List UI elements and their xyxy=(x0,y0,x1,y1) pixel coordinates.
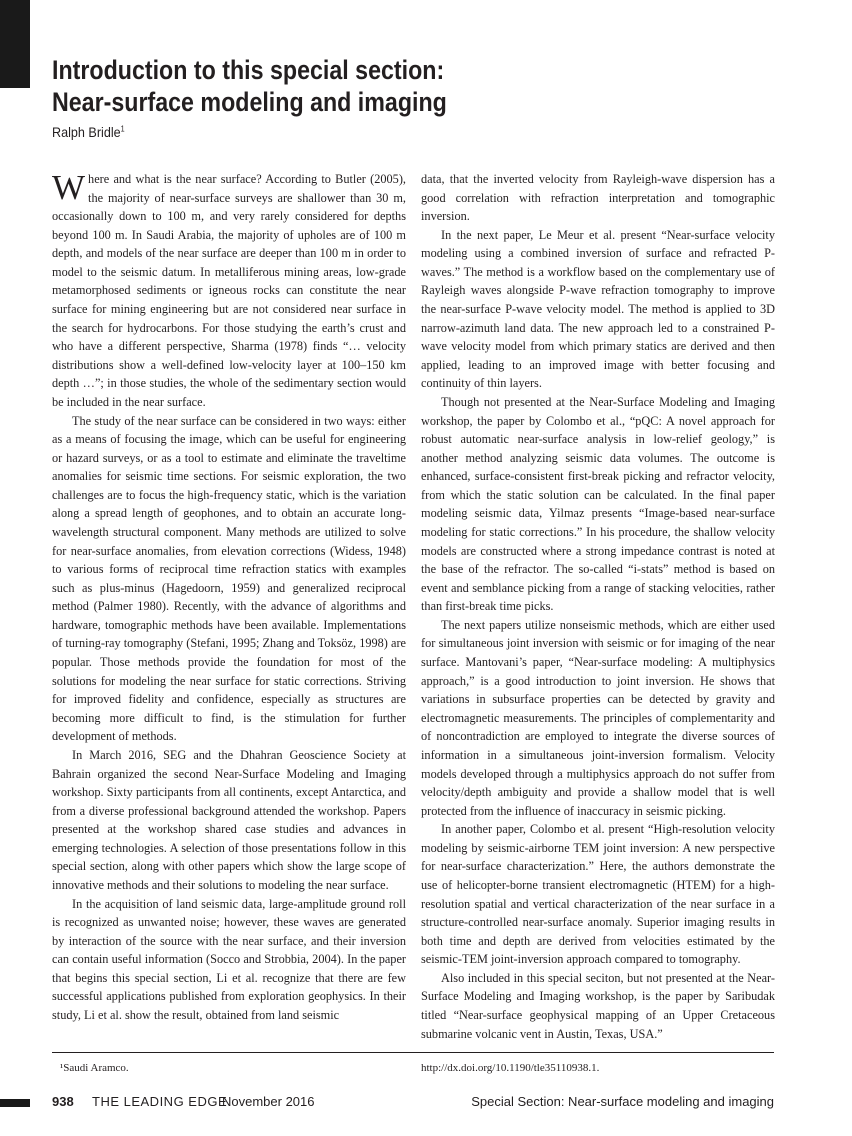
paragraph xyxy=(52,170,406,412)
page-footer xyxy=(0,1094,852,1114)
footer-bar xyxy=(0,1099,30,1107)
right-column xyxy=(421,170,775,1043)
article-title xyxy=(52,54,671,118)
author-footnote-marker: 1 xyxy=(120,124,125,134)
author-line xyxy=(52,124,125,140)
paragraph: The next papers utilize nonseismic methods, which are either used for simultaneous joint inversion with seismic or for imaging of the near surface. Mantovani’s paper, “Near-surface modeling: A multiphysics approach,” is a good introduction to joint inversion. He shows that variations in subsurface properties can be detected by gravity and electromagnetic measurements. The principles of complementarity and of noncontradiction are employed to integrate the diverse sources of information in a simultaneous joint-inversion formalism. Velocity models developed through a multiphysics approach do not suffer from velocity/depth ambiguity and provide a shallow model that is well protected from the influence of inaccuracy in seismic picking. xyxy=(421,617,775,818)
paragraph: data, that the inverted velocity from Rayleigh-wave dispersion has a good correlation with refraction interpretation and tomographic inversion. xyxy=(421,172,775,224)
footnote-divider xyxy=(52,1052,774,1053)
paragraph: In the next paper, Le Meur et al. present “Near-surface velocity modeling using a combined inversion of surface and refracted P-waves.” The method is a workflow based on the complementary use of Rayleigh waves alongside P-wave refraction tomography to improve the near-surface P-wave velocity model. The method is applied to 3D narrow-azimuth land data. The new approach led to a constrained P-wave velocity model from which primary statics are derived and then applied, leading to an improved image with better focusing and continuity of thin layers. xyxy=(421,227,775,391)
paragraph: In another paper, Colombo et al. present “High-resolution velocity modeling by seismic-airborne TEM joint inversion: A new perspective for near-surface characterization.” Here, the authors demonstrate the use of helicopter-borne transient electromagnetic (HTEM) for a high-resolution spatial and vertical characterization of the near surface in a structure-controlled near-surface anomaly. Superior imaging results in both time and depth are derived from velocities estimated by the seismic-TEM joint-inversion approach compared to tomography. xyxy=(421,822,775,967)
decorative-side-bar xyxy=(0,0,30,88)
doi-link[interactable]: http://dx.doi.org/10.1190/tle35110938.1. xyxy=(421,1062,600,1074)
paragraph: In the acquisition of land seismic data, large-amplitude ground roll is recognized as unwanted noise; however, these waves are generated by interaction of the source with the near surface, and their inversion can contain useful information (Socco and Strobbia, 2004). In the paper that begins this special section, Li et al. recognize that there are few successful applications published from exploration geophysics. In their study, Li et al. show the result, obtained from land seismic xyxy=(52,896,406,1023)
journal-name: THE LEADING EDGE xyxy=(92,1094,228,1109)
footnote-affiliation: ¹Saudi Aramco. xyxy=(60,1062,129,1074)
title-line-1: Introduction to this special section: xyxy=(52,55,445,85)
paragraph: Also included in this special seciton, but not presented at the Near-Surface Modeling and Imaging workshop, is the paper by Saribudak titled “Near-surface geophysical mapping of an Upper Cretaceous submarine volcanic vent in Austin, Texas, USA.” xyxy=(421,970,775,1041)
issue-date: November 2016 xyxy=(222,1094,315,1109)
left-column xyxy=(52,170,406,1025)
section-name: Special Section: Near-surface modeling and imaging xyxy=(471,1094,774,1109)
page-number: 938 xyxy=(52,1094,74,1109)
paragraph-text: here and what is the near surface? According to Butler (2005), the majority of near-surface surveys are shallower than 30 m, occasionally down to 100 m, and very rarely considered for depths beyond 100 m. In Saudi Arabia, the majority of upholes are of 100 m depth, and models of the near surface are deeper than 100 m in order to model to the seismic datum. In metalliferous mining areas, low-grade metamorphosed sediments or igneous rocks can constitute the near surface for mining engineering but are not considered near surface in the search for hydrocarbons. For those studying the earth’s crust and who have a different perspective, Sharma (1978) finds “… velocity distributions show a well-defined low-velocity layer at 100–150 km depth …”; in those studies, the whole of the sedimentary section would be included in the near surface. xyxy=(52,172,406,409)
title-line-2: Near-surface modeling and imaging xyxy=(52,87,447,117)
drop-cap: W xyxy=(52,168,86,207)
author-name: Ralph Bridle xyxy=(52,124,121,140)
paragraph: The study of the near surface can be considered in two ways: either as a means of focusing the image, which can be useful for engineering or hazard surveys, or as a tool to estimate and eliminate the traveltime anomalies for seismic time sections. For seismic exploration, the two challenges are to focus the high-frequency static, which is the variation along a spread length of geophones, and to obtain an accurate long-wavelength structural component. Many methods are utilized to solve for near-surface anomalies, from elevation corrections (Widess, 1948) to various forms of reciprocal time refraction statics with examples such as plus-minus (Hagedoorn, 1959) and generalized reciprocal method (Palmer 1980). Recently, with the advance of algorithms and hardware, tomographic methods have been available. Implementations of turning-ray tomography (Stefani, 1995; Zhang and Toksöz, 1998) are popular. Those methods provide the foundation for most of the solutions for modeling the near surface for static corrections. Striving for improved fidelity and confidence, especially as structures are becoming more difficult to find, is the stimulation for further development of methods. xyxy=(52,413,406,744)
paragraph: Though not presented at the Near-Surface Modeling and Imaging workshop, the paper by Colombo et al., “pQC: A novel approach for robust automatic near-surface analysis in low-relief geology,” is another method analyzing seismic data volumes. The outcome is enhanced, surface-consistent first-break picking and refractor velocity, from which the static solution can be calculated. In the final paper modeling seismic data, Yilmaz presents “Image-based near-surface modeling for static corrections.” In his procedure, the shallow velocity models are constructed where a strong impedance contrast is noted at the base of the refractor. The so-called “i-stats” method is based on event and semblance picking from a range of stacking velocities, rather than first-break time picks. xyxy=(421,394,775,614)
paragraph: In March 2016, SEG and the Dhahran Geoscience Society at Bahrain organized the second Near-Surface Modeling and Imaging workshop. Sixty participants from all continents, except Antarctica, and from a diverse professional background attended the workshop. Papers presented at the workshop shared case studies and advances in emerging technologies. A selection of those presentations follow in this special section, along with other papers which show the large scope of innovative methods and their solutions to modeling the near surface. xyxy=(52,747,406,892)
